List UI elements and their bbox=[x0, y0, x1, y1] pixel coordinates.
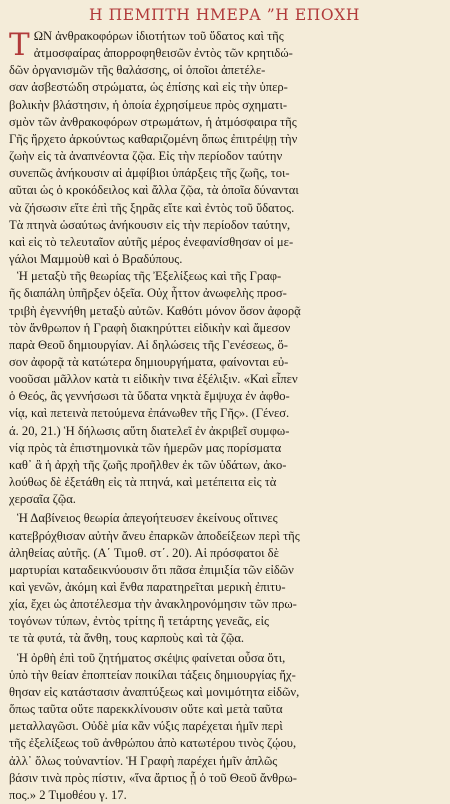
text-line: κατεβρόχθισαν αὐτὴν ἄνευ ἐπαρκῶν ἀποδείξεων περὶ τῆς bbox=[9, 528, 300, 543]
paragraph-3 bbox=[9, 510, 440, 647]
text-line: ΩΝ ἀνθρακοφόρων ἰδιοτήτων τοῦ ὕδατος καὶ τῆς bbox=[33, 29, 284, 43]
text-line: Ἡ μεταξὺ τῆς θεωρίας τῆς Ἐξελίξεως καὶ τῆς Γραφ- bbox=[17, 269, 282, 284]
paragraph-1-lines bbox=[9, 28, 440, 268]
text-line: χία, ἔχει ὡς ἀποτέλεσμα τὴν ἀνακληρονόμησιν τῶν πρω- bbox=[9, 597, 297, 612]
text-line: σον ἀφορᾷ τὰ κατώτερα δημιουργήματα, φαίνονται εὐ- bbox=[9, 354, 289, 369]
text-line: Ἡ ὀρθὴ ἐπὶ τοῦ ζητήματος σκέψις φαίνεται οὖσα ὅτι, bbox=[17, 650, 286, 665]
text-line: νὰ ζήσωσιν εἴτε ἐπὶ τῆς ξηρᾶς εἴτε καὶ ἐντὸς τοῦ ὕδατος. bbox=[9, 200, 295, 215]
text-line: νοοῦσαι μᾶλλον κατὰ τι εἰδικὴν τινα ἐξέλιξιν. «Καὶ εἶπεν bbox=[9, 372, 298, 387]
text-line: τῆς ἐξελίξεως τοῦ ἀνθρώπου ἀπὸ κατωτέρου τινὸς ζῴου, bbox=[9, 736, 297, 751]
text-line: λούθως δὲ ἐξετάθη εἰς τὰ πτηνά, καὶ μετέπειτα εἰς τὰ bbox=[9, 475, 277, 490]
text-line: μαρτυρίαι καταδεικνύουσιν ὅτι πᾶσα ἐπιμιξία τῶν εἰδῶν bbox=[9, 562, 294, 577]
text-line: ἀλλ᾽ ὅλως τοὐναντίον. Ἡ Γραφὴ παρέχει ἡμῖν ἁπλῶς bbox=[9, 753, 278, 768]
text-line: καθ᾽ ἃ ἡ ἀρχὴ τῆς ζωῆς προῆλθεν ἐκ τῶν ὑδάτων, ἀκο- bbox=[9, 457, 287, 472]
text-line: καὶ εἰς τὸ τελευταῖον αὐτῆς μέρος ἐνεφανίσθησαν οἱ με- bbox=[9, 234, 294, 249]
text-line: ά. 20, 21.) Ἡ δήλωσις αὕτη διατελεῖ ἐν ἀκριβεῖ συμφω- bbox=[9, 423, 290, 438]
text-line: δῶν ὀργανισμῶν τῆς θαλάσσης, οἱ ὁποῖοι ἀπετέλε- bbox=[9, 63, 266, 78]
text-line: βάσιν τινὰ πρὸς πίστιν, «ἵνα ἄρτιος ᾖ ὁ τοῦ Θεοῦ ἄνθρω- bbox=[9, 770, 297, 785]
text-line: τριβὴ ἐγεννήθη μεταξὺ αὐτῶν. Καθότι μόνον ὅσον ἀφορᾷ bbox=[9, 303, 301, 318]
text-line: συνεπῶς ἀνήκουσιν αἱ ἀμφίβιοι ὑπάρξεις τῆς ζωῆς, τοι- bbox=[9, 166, 290, 181]
text-line: βολικὴν βλάστησιν, ἡ ὁποία ἐχρησίμευε πρὸς σχηματι- bbox=[9, 97, 288, 112]
text-line: τὸν ἄνθρωπον ἡ Γραφὴ διακηρύττει εἰδικὴν καὶ ἄμεσον bbox=[9, 320, 291, 335]
text-line: νίᾳ πρὸς τὰ ἐπιστημονικὰ τῶν ἡμερῶν μας πορίσματα bbox=[9, 440, 282, 455]
text-line: τογόνων τύπων, ἐντὸς τρίτης ἢ τετάρτης γενεᾶς, εἰς bbox=[9, 614, 269, 629]
text-line: καὶ γενῶν, ἀκόμη καὶ ἔνθα παρατηρεῖται μερικὴ ἐπιτυ- bbox=[9, 580, 286, 594]
paragraph-1 bbox=[9, 28, 440, 268]
text-line: Τὰ πτηνὰ ὡσαύτως ἀνήκουσιν εἰς τὴν περίοδον ταύτην, bbox=[9, 217, 291, 232]
text-line: μεταλλαγῶσι. Οὐδὲ μία κἂν νύξις παρέχεται ἡμῖν περὶ bbox=[9, 719, 283, 734]
text-line: ὑπὸ τὴν θείαν ἐποπτείαν ποικίλαι τάξεις δημιουργίας ἤχ- bbox=[9, 667, 296, 682]
text-line: ῆς διαπάλη ὑπῆρξεν ὀξεῖα. Οὐχ ἧττον ἀνωφελὴς προσ- bbox=[9, 286, 287, 301]
text-line: Ἡ Δαβίνειος θεωρία ἀπεγοήτευσεν ἐκείνους οἵτινες bbox=[17, 511, 278, 526]
text-line: γάλοι Μαμμοὺθ καὶ ὁ Βραδύπους. bbox=[9, 252, 183, 267]
text-line: σαν ἀσβεστώδη στρώματα, ὡς ἐπίσης καὶ εἰς τὴν ὑπερ- bbox=[9, 80, 288, 95]
text-line: ὁ Θεός, ἂς γεννήσωσι τὰ ὕδατα νηκτὰ ἔμψυχα ἐν ἀφθο- bbox=[9, 389, 290, 404]
text-line: αῦται ὡς ὁ κροκόδειλος καὶ ἄλλα ζῷα, τὰ ὁποῖα δύνανται bbox=[9, 183, 299, 198]
text-line: πος.» 2 Τιμοθέου γ. 17. bbox=[9, 787, 127, 802]
text-line: χερσαῖα ζῷα. bbox=[9, 492, 76, 507]
drop-cap: Τ bbox=[9, 27, 30, 63]
paragraph-4 bbox=[9, 650, 440, 804]
text-line: Γῆς ἤρχετο ἀρκούντως καθαριζομένη ὅπως ἐπιτρέψῃ τὴν bbox=[9, 131, 298, 146]
text-line: παρὰ Θεοῦ δημιουργίαν. Αἱ δηλώσεις τῆς Γενέσεως, ὅ- bbox=[9, 337, 288, 352]
paragraph-2 bbox=[9, 268, 440, 508]
text-line: ἀτμοσφαίρας ἀπορροφηθεισῶν ἐντὸς τῶν κρητιδώ- bbox=[33, 46, 293, 61]
text-line: θησαν εἰς κατάστασιν ἀναπτύξεως καὶ μονιμότητα εἰδῶν, bbox=[9, 684, 300, 699]
page-title: Η ΠΕΜΠΤΗ ΗΜΕΡΑ ”Η ΕΠΟΧΗ bbox=[89, 6, 360, 24]
text-line: σμὸν τῶν ἀνθρακοφόρων στρωμάτων, ἡ ἀτμόσφαιρα τῆς bbox=[9, 114, 297, 129]
text-line: ζωὴν εἰς τὰ ἀναπνέοντα ζῷα. Εἰς τὴν περίοδον ταύτην bbox=[9, 149, 283, 164]
text-line: τε τὰ φυτά, τὰ ἄνθη, τους καρποὺς καὶ τὰ ζῷα. bbox=[9, 631, 245, 646]
text-line: ὅπως ταῦτα οὔτε παρεκκλίνουσιν οὔτε καὶ μετὰ ταῦτα bbox=[9, 702, 283, 717]
text-line: νίᾳ, καὶ πετεινὰ πετούμενα ἐπάνωθεν τῆς Γῆς». (Γένεσ. bbox=[9, 406, 290, 421]
text-line: ἀληθείας αὐτῆς. (Α΄ Τιμοθ. στ΄. 20). Αἱ πρόσφατοι δὲ bbox=[9, 545, 279, 560]
